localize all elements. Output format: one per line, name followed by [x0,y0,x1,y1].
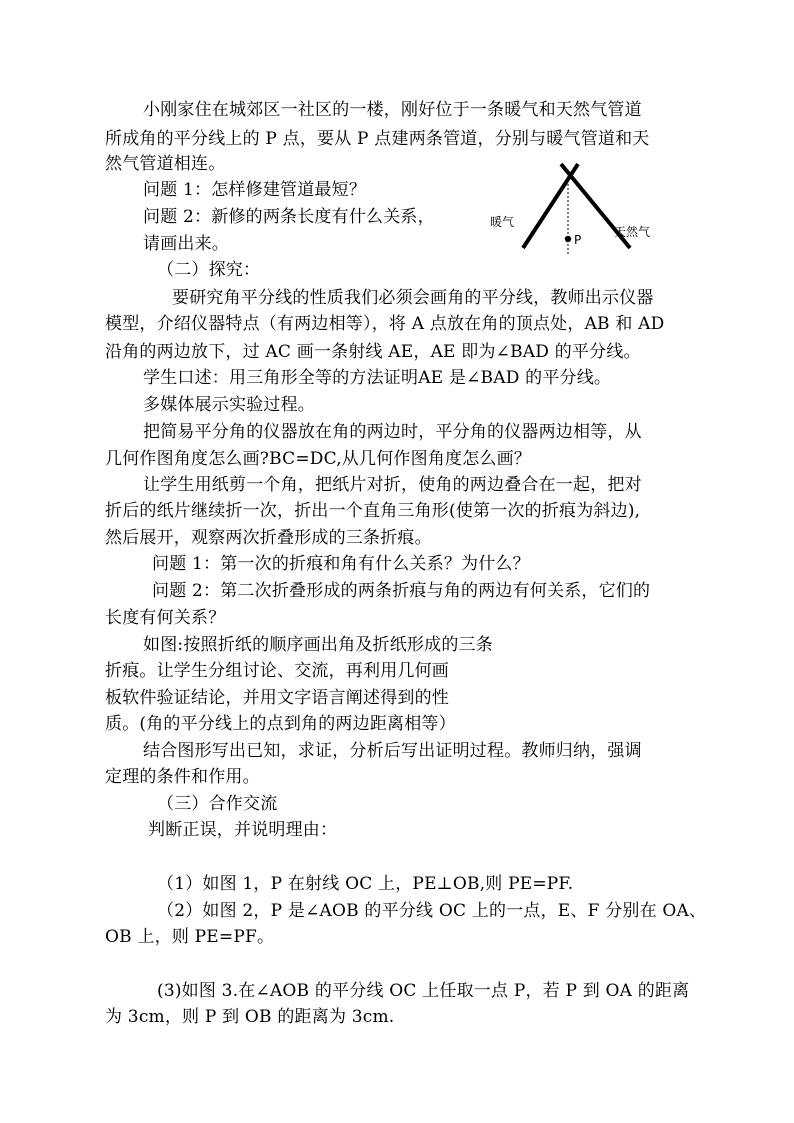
text-line: 定理的条件和作用。 [105,767,260,787]
text-line: 折痕。让学生分组讨论、交流，再利用几何画 [105,661,449,681]
text-line: (3)如图 3.在∠AOB 的平分线 OC 上任取一点 P，若 P 到 OA 的距离 [157,981,690,1001]
text-line: 然气管道相连。 [105,154,226,174]
text-line: 板软件验证结论，并用文字语言阐述得到的性 [105,688,449,708]
text-line: 问题 1：第一次的折痕和角有什么关系？为什么？ [152,554,530,574]
text-line: 沿角的两边放下，过 AC 画一条射线 AE，AE 即为∠BAD 的平分线。 [105,342,641,362]
pipe-angle-figure [488,160,668,260]
text-line: 要研究角平分线的性质我们必须会画角的平分线，教师出示仪器 [172,288,654,308]
text-line: 模型，介绍仪器特点（有两边相等），将 A 点放在角的顶点处，AB 和 AD [105,314,665,334]
section-heading: （二）探究： [157,260,261,280]
text-line: 问题 1：怎样修建管道最短？ [143,180,367,200]
text-line: 所成角的平分线上的 P 点，要从 P 点建两条管道，分别与暖气管道和天 [105,129,650,149]
text-line: 质。(角的平分线上的点到角的两边距离相等） [105,714,456,734]
text-line: 问题 2：新修的两条长度有什么关系， [143,207,435,227]
point-p-dot [565,236,571,242]
text-line: 学生口述：用三角形全等的方法证明AE 是∠BAD 的平分线。 [143,368,612,388]
text-line: 折后的纸片继续折一次，折出一个直角三角形(使第一次的折痕为斜边), [105,501,641,521]
text-line: 长度有何关系？ [105,608,226,628]
label-point-p: P [574,233,582,247]
text-line: （1）如图 1，P 在射线 OC 上，PE⊥OB,则 PE=PF. [157,874,574,894]
text-line: 让学生用纸剪一个角，把纸片对折，使角的两边叠合在一起，把对 [143,475,642,495]
text-line: （2）如图 2，P 是∠AOB 的平分线 OC 上的一点，E、F 分别在 OA、 [157,901,707,921]
text-line: 问题 2：第二次折叠形成的两条折痕与角的两边有何关系，它们的 [152,581,651,601]
text-line: 为 3cm，则 P 到 OB 的距离为 3cm. [105,1007,395,1027]
text-line: 结合图形写出已知，求证，分析后写出证明过程。教师归纳，强调 [143,741,642,761]
section-heading: （三）合作交流 [157,794,278,814]
text-line: 小刚家住在城郊区一社区的一楼，刚好位于一条暖气和天然气管道 [143,100,642,120]
text-line: 把简易平分角的仪器放在角的两边时，平分角的仪器两边相等，从 [143,422,642,442]
text-line: 如图:按照折纸的顺序画出角及折纸形成的三条 [143,635,493,655]
label-gas: 天然气 [614,225,651,239]
text-line: 判断正误，并说明理由： [148,820,338,840]
text-line: OB 上，则 PE=PF。 [105,927,275,947]
text-line: 几何作图角度怎么画?BC=DC,从几何作图角度怎么画？ [105,449,532,469]
text-line: 请画出来。 [143,234,229,254]
label-heating: 暖气 [490,215,515,229]
text-line: 多媒体展示实验过程。 [143,395,315,415]
text-line: 然后展开，观察两次折叠形成的三条折痕。 [105,528,432,548]
